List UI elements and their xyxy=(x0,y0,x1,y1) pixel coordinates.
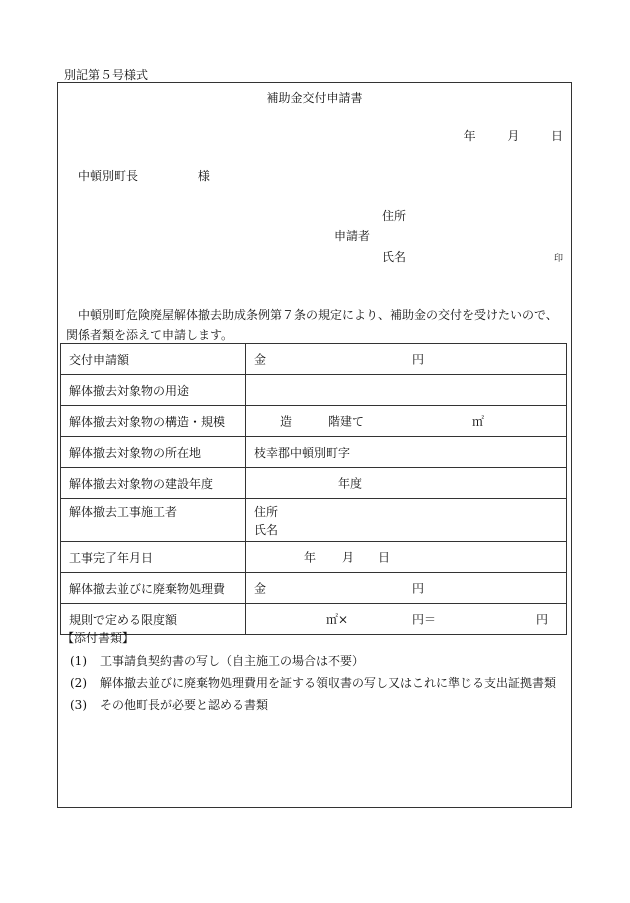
item-text: 解体撤去並びに廃棄物処理費用を証する領収書の写し又はこれに準じる支出証拠書類 xyxy=(100,676,557,690)
completion-year: 年 xyxy=(304,550,317,565)
row-label: 解体撤去対象物の所在地 xyxy=(61,437,246,468)
list-item xyxy=(70,651,565,671)
item-text: その他町長が必要と認める書類 xyxy=(100,698,269,712)
form-number: 別記第５号様式 xyxy=(64,68,149,82)
floors-unit: 階建て xyxy=(328,414,365,429)
table-row xyxy=(61,604,567,635)
limit-rate-unit: 円＝ xyxy=(412,612,437,627)
date-month: 月 xyxy=(507,129,520,143)
row-label: 解体撤去並びに廃棄物処理費 xyxy=(61,573,246,604)
table-row xyxy=(61,375,567,406)
table-row xyxy=(61,344,567,375)
applicant-name-label: 氏名 xyxy=(382,250,407,264)
table-row xyxy=(61,437,567,468)
application-amount-field[interactable] xyxy=(246,344,567,375)
table-row xyxy=(61,499,567,542)
construction-year-field[interactable] xyxy=(246,468,567,499)
limit-total-unit: 円 xyxy=(536,612,549,627)
row-label: 解体撤去対象物の建設年度 xyxy=(61,468,246,499)
contractor-address-label: 住所 xyxy=(254,505,279,519)
row-label: 解体撤去工事施工者 xyxy=(61,499,246,542)
completion-day: 日 xyxy=(378,550,391,565)
addressee-honorific: 様 xyxy=(197,169,210,183)
cost-prefix: 金 xyxy=(254,581,267,596)
limit-amount-field[interactable] xyxy=(246,604,567,635)
applicant-address-label: 住所 xyxy=(382,209,407,223)
contractor-name-label: 氏名 xyxy=(254,523,279,537)
row-label: 規則で定める限度額 xyxy=(61,604,246,635)
fiscal-year-unit: 年度 xyxy=(338,476,363,491)
addressee xyxy=(78,167,210,184)
row-label: 工事完了年月日 xyxy=(61,542,246,573)
cost-unit: 円 xyxy=(412,581,425,596)
structure-unit: 造 xyxy=(280,414,293,429)
date-line xyxy=(464,127,563,144)
completion-date-field[interactable] xyxy=(246,542,567,573)
row-label: 交付申請額 xyxy=(61,344,246,375)
list-item xyxy=(70,695,565,715)
date-year: 年 xyxy=(463,129,476,143)
form-title: 補助金交付申請書 xyxy=(266,91,363,105)
item-number: (1) xyxy=(70,654,87,668)
application-statement: 中頓別町危険廃屋解体撤去助成条例第７条の規定により、補助金の交付を受けたいので、関係者類を添えて申請します。 xyxy=(66,308,558,342)
application-form xyxy=(57,82,572,808)
date-day: 日 xyxy=(550,129,563,143)
item-number: (3) xyxy=(70,698,87,712)
area-unit: ㎡ xyxy=(472,414,485,429)
table-row xyxy=(61,573,567,604)
amount-prefix: 金 xyxy=(254,352,267,367)
attachments-title: 【添付書類】 xyxy=(62,631,135,645)
limit-area-unit: ㎡× xyxy=(326,612,349,627)
row-label: 解体撤去対象物の構造・規模 xyxy=(61,406,246,437)
table-row xyxy=(61,468,567,499)
item-number: (2) xyxy=(70,676,87,690)
table-row xyxy=(61,542,567,573)
applicant-label: 申請者 xyxy=(334,229,371,243)
structure-scale-field[interactable] xyxy=(246,406,567,437)
addressee-name: 中頓別町長 xyxy=(78,169,139,183)
list-item xyxy=(70,673,565,693)
contractor-field[interactable] xyxy=(246,499,567,542)
seal-mark: 印 xyxy=(554,254,564,264)
item-text: 工事請負契約書の写し（自主施工の場合は不要） xyxy=(100,654,365,668)
location-field[interactable]: 枝幸郡中頓別町字 xyxy=(246,437,567,468)
demolition-cost-field[interactable] xyxy=(246,573,567,604)
completion-month: 月 xyxy=(342,550,355,565)
attachments-list xyxy=(70,651,565,717)
table-row xyxy=(61,406,567,437)
row-label: 解体撤去対象物の用途 xyxy=(61,375,246,406)
amount-unit: 円 xyxy=(412,352,425,367)
building-use-field[interactable] xyxy=(246,375,567,406)
application-table xyxy=(60,343,567,635)
